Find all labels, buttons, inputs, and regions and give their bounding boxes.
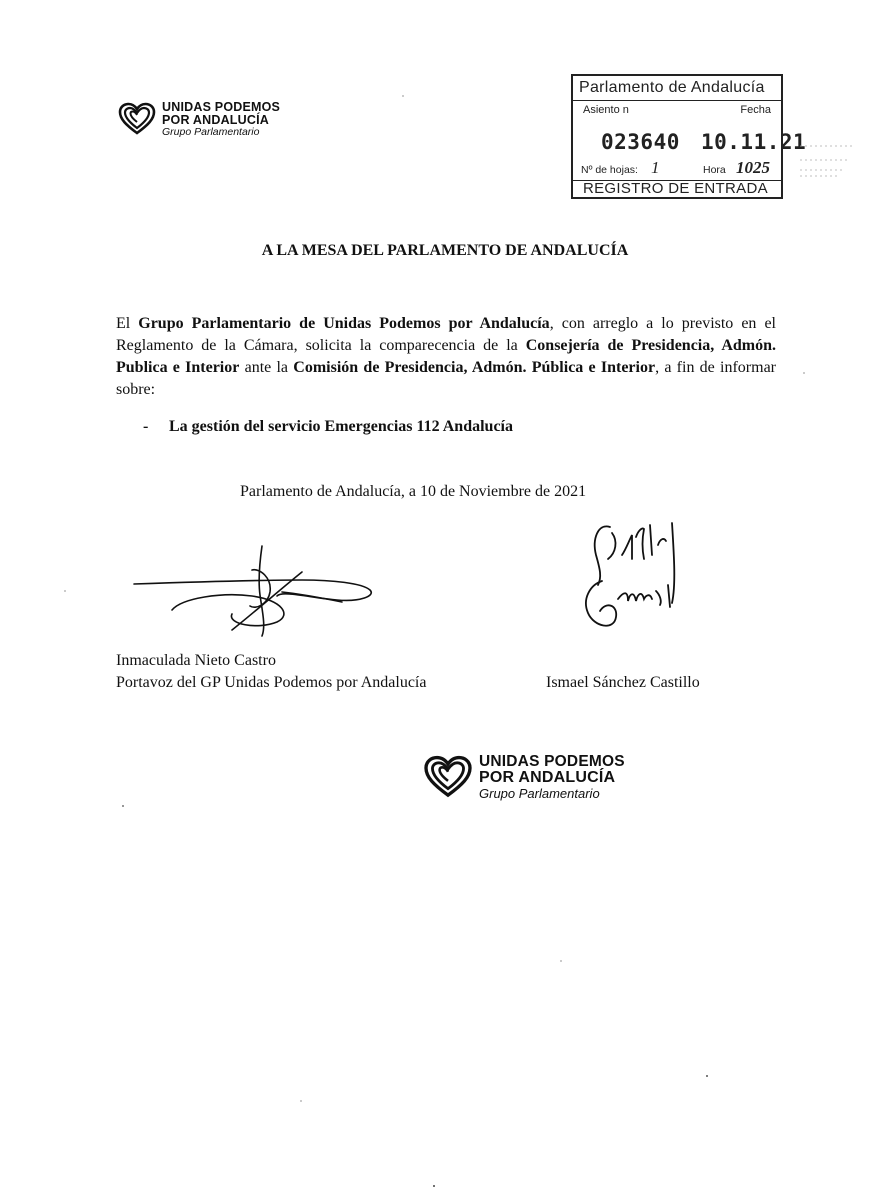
party-logo-bottom (423, 754, 625, 800)
stamp-asiento-label: Asiento n (583, 104, 629, 116)
faint-stamp-marks (798, 140, 858, 180)
logo-line-2: POR ANDALUCÍA (162, 112, 269, 127)
document-heading: A LA MESA DEL PARLAMENTO DE ANDALUCÍA (261, 242, 629, 259)
request-topic-text: La gestión del servicio Emergencias 112 Andalucía (169, 418, 513, 435)
signature-nieto-castro (132, 540, 377, 640)
logo-line-2: POR ANDALUCÍA (479, 768, 616, 786)
registry-stamp (571, 74, 807, 199)
first-signatory-name: Inmaculada Nieto Castro (116, 652, 276, 669)
stamp-entry-number: 023640 (601, 130, 680, 154)
request-topic-item (143, 418, 513, 436)
logo-line-1: UNIDAS PODEMOS (162, 100, 281, 114)
stamp-entry-date: 10.11.21 (701, 130, 807, 154)
logo-line-1: UNIDAS PODEMOS (479, 753, 625, 770)
first-signatory-role: Portavoz del GP Unidas Podemos por Andalucía (116, 674, 427, 691)
heart-logo-icon (423, 755, 473, 799)
stamp-hora-label: Hora (703, 164, 726, 176)
bullet-dash: - (143, 418, 149, 435)
document-body: El Grupo Parlamentario de Unidas Podemos por Andalucía, con arreglo a lo previsto en el Reglamento de la Cámara, solicita la comparecencia de la Consejería de Presidencia, Admón. Publica e Interior ante la Comisión de Presidencia, Admón. Pública e Interior, a fin de informar sobre: (116, 315, 777, 398)
dateline: Parlamento de Andalucía, a 10 de Noviembre de 2021 (240, 483, 587, 500)
stamp-title: Parlamento de Andalucía (573, 76, 781, 101)
heart-logo-icon (118, 102, 156, 136)
logo-line-3: Grupo Parlamentario (162, 126, 260, 138)
logo-line-3: Grupo Parlamentario (479, 785, 600, 801)
stamp-hojas-label: Nº de hojas: (581, 164, 638, 176)
second-signatory-name: Ismael Sánchez Castillo (546, 674, 700, 691)
stamp-footer: REGISTRO DE ENTRADA (583, 180, 768, 197)
stamp-fecha-label: Fecha (740, 104, 771, 116)
signature-sanchez-castillo (572, 515, 692, 640)
party-logo-top (118, 101, 280, 138)
stamp-hojas-value: 1 (651, 158, 660, 177)
stamp-hora-value: 1025 (736, 158, 770, 177)
